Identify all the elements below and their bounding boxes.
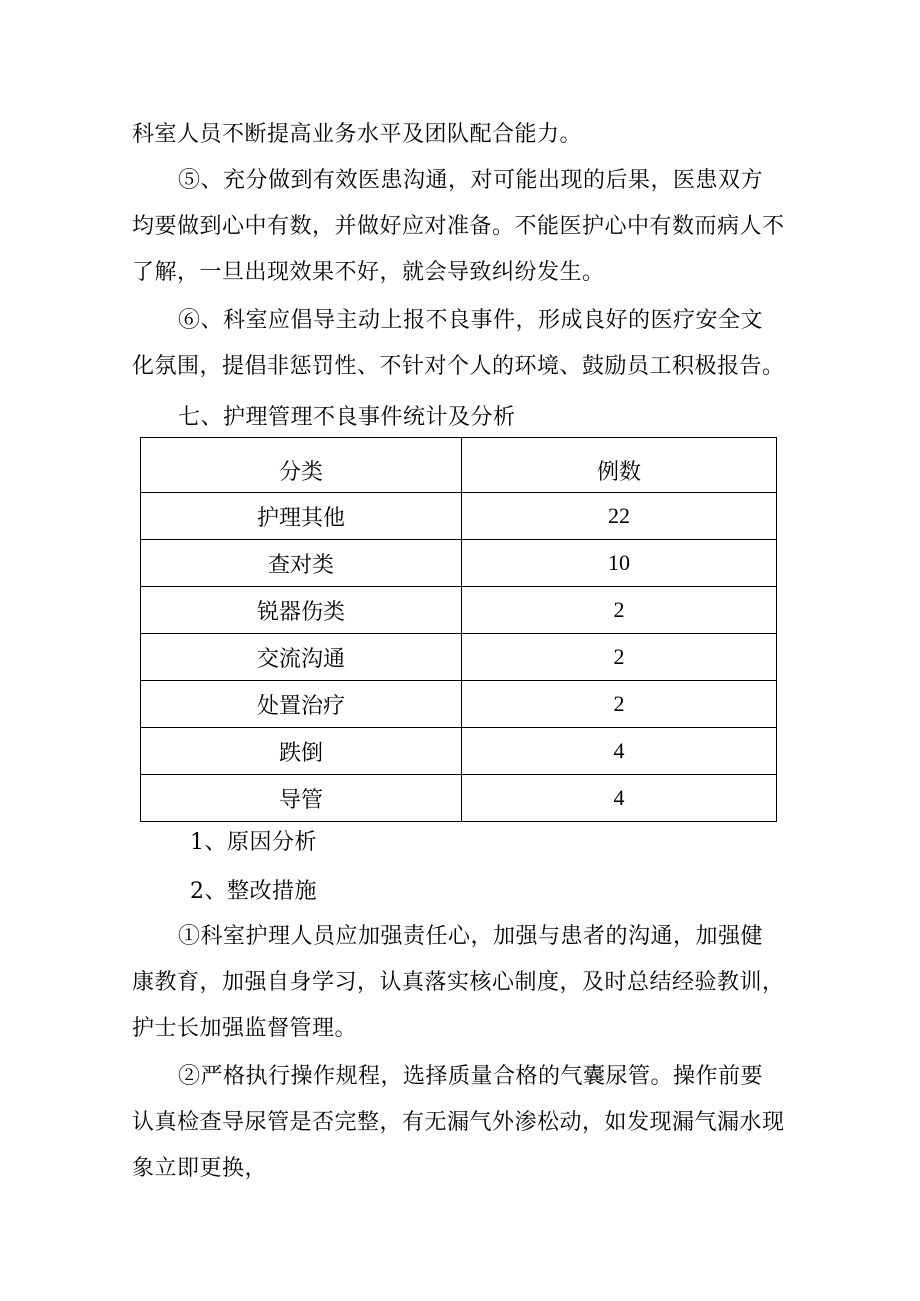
- table-cell-category: 查对类: [141, 540, 462, 587]
- paragraph-line: ⑥、科室应倡导主动上报不良事件，形成良好的医疗安全文: [178, 308, 764, 333]
- section-title: 七、护理管理不良事件统计及分析: [178, 405, 516, 430]
- table-cell-category: 导管: [141, 775, 462, 822]
- table-row: [141, 540, 777, 587]
- table-row: [141, 587, 777, 634]
- table-row: [141, 775, 777, 822]
- table-row: [141, 728, 777, 775]
- paragraph-line: 康教育，加强自身学习，认真落实核心制度，及时总结经验教训，: [132, 970, 785, 995]
- paragraph-line: 象立即更换，: [132, 1156, 268, 1181]
- table-row: [141, 681, 777, 728]
- table-cell-count: 2: [462, 587, 777, 634]
- table-cell-category: 跌倒: [141, 728, 462, 775]
- paragraph-line: 护士长加强监督管理。: [132, 1016, 358, 1041]
- table-cell-count: 4: [462, 728, 777, 775]
- table-cell-category: 锐器伤类: [141, 587, 462, 634]
- table-cell-category: 交流沟通: [141, 634, 462, 681]
- table-cell-count: 2: [462, 634, 777, 681]
- table-header-count: 例数: [462, 438, 777, 493]
- table-row: [141, 493, 777, 540]
- paragraph-line: 科室人员不断提高业务水平及团队配合能力。: [132, 122, 583, 147]
- paragraph-line: 均要做到心中有数，并做好应对准备。不能医护心中有数而病人不: [132, 214, 785, 239]
- paragraph-line: 化氛围，提倡非惩罚性、不针对个人的环境、鼓励员工积极报告。: [132, 354, 785, 379]
- table-cell-count: 10: [462, 540, 777, 587]
- table-row: [141, 634, 777, 681]
- table-cell-count: 2: [462, 681, 777, 728]
- table-cell-count: 4: [462, 775, 777, 822]
- paragraph-line: 认真检查导尿管是否完整，有无漏气外渗松动，如发现漏气漏水现: [132, 1110, 785, 1135]
- table-cell-category: 护理其他: [141, 493, 462, 540]
- subheading-corrective-measures: 2、整改措施: [190, 879, 317, 904]
- paragraph-line: ⑤、充分做到有效医患沟通，对可能出现的后果，医患双方: [178, 168, 764, 193]
- table-header-row: [141, 438, 777, 493]
- table-cell-count: 22: [462, 493, 777, 540]
- table-header-category: 分类: [141, 438, 462, 493]
- paragraph-line: ②严格执行操作规程，选择质量合格的气囊尿管。操作前要: [178, 1064, 764, 1089]
- paragraph-line: ①科室护理人员应加强责任心，加强与患者的沟通，加强健: [178, 924, 764, 949]
- table-cell-category: 处置治疗: [141, 681, 462, 728]
- paragraph-line: 了解，一旦出现效果不好，就会导致纠纷发生。: [132, 260, 605, 285]
- subheading-cause-analysis: 1、原因分析: [190, 830, 317, 855]
- incident-stats-table: [140, 437, 777, 822]
